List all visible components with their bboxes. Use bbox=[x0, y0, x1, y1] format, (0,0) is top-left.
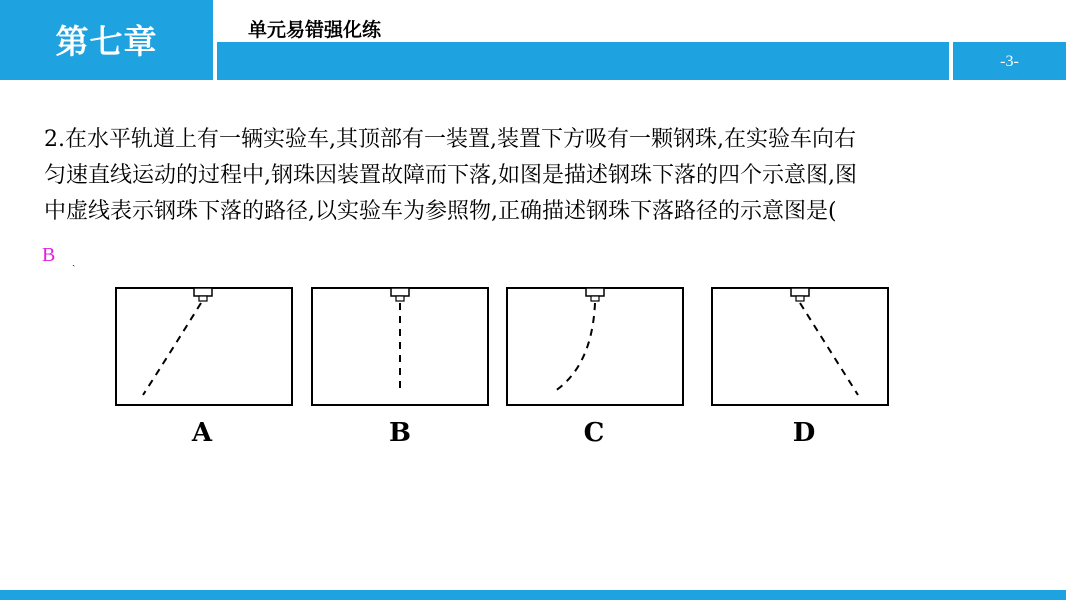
diagram-figure bbox=[110, 283, 900, 458]
panel-c bbox=[507, 288, 683, 448]
fall-path-a bbox=[143, 303, 201, 395]
panel-b bbox=[312, 288, 488, 448]
question-line-3: 中虚线表示钢珠下落的路径,以实验车为参照物,正确描述钢珠下落路径的示意图是( bbox=[44, 199, 837, 224]
fall-path-c bbox=[552, 303, 595, 393]
device-icon bbox=[791, 288, 809, 296]
label-d: D bbox=[792, 418, 816, 448]
chapter-title: 第七章 bbox=[55, 22, 158, 61]
question-line-1: 2.在水平轨道上有一辆实验车,其顶部有一装置,装置下方吸有一颗钢珠,在实验车向右 bbox=[44, 127, 856, 152]
panel-a bbox=[116, 288, 292, 448]
panel-d bbox=[712, 288, 888, 448]
label-b: B bbox=[389, 418, 411, 448]
page-number: -3- bbox=[1000, 53, 1019, 70]
small-mark: ˏ bbox=[72, 256, 76, 267]
section-title: 单元易错强化练 bbox=[248, 19, 382, 41]
fall-path-d bbox=[800, 303, 858, 395]
device-icon bbox=[391, 288, 409, 296]
header-bar bbox=[217, 42, 949, 80]
question-line-2: 匀速直线运动的过程中,钢珠因装置故障而下落,如图是描述钢珠下落的四个示意图,图 bbox=[44, 163, 857, 188]
device-icon bbox=[194, 288, 212, 296]
answer-text: B bbox=[42, 244, 56, 266]
question-text bbox=[44, 122, 1044, 230]
footer-bar bbox=[0, 590, 1066, 600]
device-icon bbox=[586, 288, 604, 296]
label-a: A bbox=[191, 418, 213, 448]
label-c: C bbox=[583, 418, 605, 448]
